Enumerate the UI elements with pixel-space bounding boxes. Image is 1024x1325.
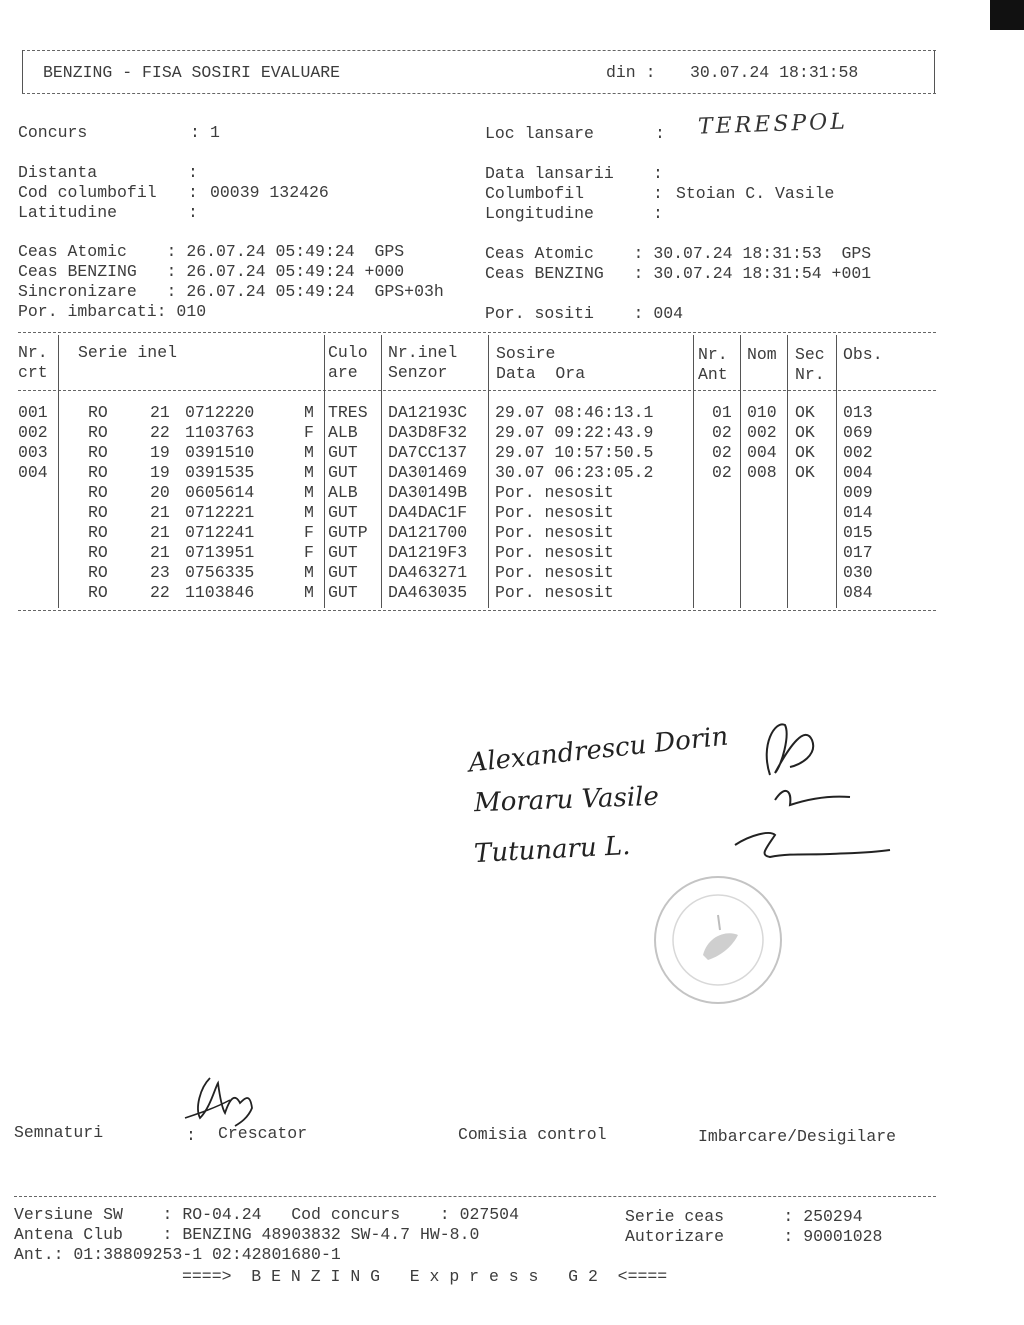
row-ring-number: 1103763 <box>185 423 255 442</box>
row-nr-crt: 003 <box>18 443 48 462</box>
row-sex: F <box>304 523 314 542</box>
semnaturi-label: Semnaturi <box>14 1123 104 1142</box>
data-lansarii-sep: : <box>653 164 663 183</box>
row-sensor: DA12193C <box>388 403 468 422</box>
row-obs: 009 <box>843 483 873 502</box>
row-obs: 002 <box>843 443 873 462</box>
loc-lansare-label: Loc lansare <box>485 124 594 143</box>
row-country: RO <box>88 423 108 442</box>
row-obs: 030 <box>843 563 873 582</box>
row-ring-number: 0756335 <box>185 563 255 582</box>
row-obs: 004 <box>843 463 873 482</box>
row-year: 21 <box>150 503 170 522</box>
th-senzor: Senzor <box>388 363 448 382</box>
signature-scribbles <box>730 705 910 875</box>
distanta-sep: : <box>188 163 198 182</box>
row-ring-number: 1103846 <box>185 583 255 602</box>
th-sec-nr: Nr. <box>795 365 825 384</box>
row-sex: M <box>304 443 314 462</box>
row-sex: M <box>304 503 314 522</box>
col-divider <box>693 335 694 608</box>
row-sec: OK <box>795 463 815 482</box>
row-country: RO <box>88 483 108 502</box>
th-data-ora: Data Ora <box>496 364 586 383</box>
footer-line-1-right: Serie ceas : 250294 <box>625 1207 863 1226</box>
row-sensor: DA30149B <box>388 483 468 502</box>
row-obs: 017 <box>843 543 873 562</box>
cod-columbofil-sep: : <box>188 183 198 202</box>
row-ring-number: 0713951 <box>185 543 255 562</box>
row-sensor: DA4DAC1F <box>388 503 468 522</box>
loc-lansare-sep: : <box>655 124 665 143</box>
document-title: BENZING - FISA SOSIRI EVALUARE <box>43 63 341 82</box>
clock-left-line: Ceas BENZING : 26.07.24 05:49:24 +000 <box>18 262 405 281</box>
row-antenna: 01 <box>712 403 732 422</box>
table-top-border <box>18 332 936 333</box>
row-country: RO <box>88 523 108 542</box>
row-country: RO <box>88 403 108 422</box>
row-sex: M <box>304 563 314 582</box>
col-divider <box>787 335 788 608</box>
concurs-label: Concurs <box>18 123 88 142</box>
row-ring-number: 0712221 <box>185 503 255 522</box>
latitudine-label: Latitudine <box>18 203 118 222</box>
footer-line-2-right: Autorizare : 90001028 <box>625 1227 883 1246</box>
clock-right-line: Ceas Atomic : 30.07.24 18:31:53 GPS <box>485 244 872 263</box>
row-color: GUT <box>328 543 358 562</box>
row-sensor: DA301469 <box>388 463 468 482</box>
row-year: 23 <box>150 563 170 582</box>
th-nr-inel: Nr.inel <box>388 343 458 362</box>
columbofil-sep: : <box>653 184 663 203</box>
col-divider <box>836 335 837 608</box>
row-arrival: Por. nesosit <box>495 503 614 522</box>
longitudine-sep: : <box>653 204 663 223</box>
clock-right-line: Ceas BENZING : 30.07.24 18:31:54 +001 <box>485 264 872 283</box>
row-obs: 014 <box>843 503 873 522</box>
distanta-label: Distanta <box>18 163 98 182</box>
crescator-label: Crescator <box>218 1124 308 1143</box>
row-year: 22 <box>150 423 170 442</box>
row-sex: M <box>304 483 314 502</box>
row-nom: 010 <box>747 403 777 422</box>
row-antenna: 02 <box>712 423 732 442</box>
th-sosire: Sosire <box>496 344 556 363</box>
date-label: din : <box>606 63 656 82</box>
committee-member-name: Tutunaru L. <box>473 830 632 870</box>
row-ring-number: 0605614 <box>185 483 255 502</box>
row-year: 21 <box>150 523 170 542</box>
row-nr-crt: 002 <box>18 423 48 442</box>
th-nr-ant: Nr. <box>698 345 728 364</box>
th-culo: Culo <box>328 343 368 362</box>
columbofil-label: Columbofil <box>485 184 585 203</box>
row-year: 21 <box>150 543 170 562</box>
row-sex: M <box>304 583 314 602</box>
row-obs: 084 <box>843 583 873 602</box>
row-antenna: 02 <box>712 443 732 462</box>
clock-left-line: Ceas Atomic : 26.07.24 05:49:24 GPS <box>18 242 405 261</box>
cod-columbofil-value: 00039 132426 <box>210 183 329 202</box>
col-divider <box>58 335 59 608</box>
clock-left-line: Sincronizare : 26.07.24 05:49:24 GPS+03h <box>18 282 444 301</box>
th-crt: crt <box>18 363 48 382</box>
row-sensor: DA121700 <box>388 523 468 542</box>
row-ring-number: 0391510 <box>185 443 255 462</box>
clock-right-line: Por. sositi : 004 <box>485 304 684 323</box>
row-arrival: Por. nesosit <box>495 563 614 582</box>
row-country: RO <box>88 583 108 602</box>
row-color: GUT <box>328 503 358 522</box>
th-obs: Obs. <box>843 345 883 364</box>
row-sensor: DA3D8F32 <box>388 423 468 442</box>
committee-member-name: Alexandrescu Dorin <box>467 721 730 779</box>
row-country: RO <box>88 543 108 562</box>
row-color: GUT <box>328 563 358 582</box>
row-nr-crt: 004 <box>18 463 48 482</box>
row-arrival: 29.07 10:57:50.5 <box>495 443 654 462</box>
row-arrival: 29.07 08:46:13.1 <box>495 403 654 422</box>
row-sex: M <box>304 403 314 422</box>
row-nom: 004 <box>747 443 777 462</box>
row-sex: F <box>304 543 314 562</box>
imbarcare-desigilare-label: Imbarcare/Desigilare <box>698 1127 897 1146</box>
row-arrival: Por. nesosit <box>495 523 614 542</box>
row-obs: 013 <box>843 403 873 422</box>
row-sensor: DA463271 <box>388 563 468 582</box>
th-serie-inel: Serie inel <box>78 343 178 362</box>
row-ring-number: 0712220 <box>185 403 255 422</box>
row-color: ALB <box>328 483 358 502</box>
th-ant: Ant <box>698 365 728 384</box>
col-divider <box>488 335 489 608</box>
row-color: GUTP <box>328 523 368 542</box>
row-year: 19 <box>150 443 170 462</box>
th-nom: Nom <box>747 345 777 364</box>
th-are: are <box>328 363 358 382</box>
semnaturi-sep: : <box>186 1126 196 1145</box>
footer-line-1: Versiune SW : RO-04.24 Cod concurs : 027504 <box>14 1205 519 1224</box>
row-year: 21 <box>150 403 170 422</box>
header-top-border <box>22 50 936 51</box>
row-ring-number: 0391535 <box>185 463 255 482</box>
row-arrival: Por. nesosit <box>495 483 614 502</box>
row-country: RO <box>88 443 108 462</box>
row-country: RO <box>88 563 108 582</box>
scan-corner-mark <box>990 0 1024 30</box>
row-obs: 069 <box>843 423 873 442</box>
date-value: 30.07.24 18:31:58 <box>690 63 859 82</box>
cod-columbofil-label: Cod columbofil <box>18 183 157 202</box>
row-country: RO <box>88 463 108 482</box>
breeder-signature <box>180 1068 280 1128</box>
row-sec: OK <box>795 403 815 422</box>
committee-member-name: Moraru Vasile <box>473 781 660 819</box>
row-antenna: 02 <box>712 463 732 482</box>
header-bottom-border <box>22 93 936 94</box>
col-divider <box>740 335 741 608</box>
th-nr: Nr. <box>18 343 48 362</box>
row-arrival: 30.07 06:23:05.2 <box>495 463 654 482</box>
footer-top-border <box>14 1196 936 1197</box>
club-stamp <box>648 875 788 1015</box>
latitudine-sep: : <box>188 203 198 222</box>
table-header-separator <box>18 390 936 391</box>
row-color: GUT <box>328 443 358 462</box>
row-color: ALB <box>328 423 358 442</box>
row-sex: M <box>304 463 314 482</box>
col-divider <box>381 335 382 608</box>
row-year: 19 <box>150 463 170 482</box>
row-sensor: DA463035 <box>388 583 468 602</box>
concurs-sep: : <box>190 123 200 142</box>
row-sec: OK <box>795 443 815 462</box>
row-sensor: DA1219F3 <box>388 543 468 562</box>
comisia-control-label: Comisia control <box>458 1125 607 1144</box>
footer-line-2: Antena Club : BENZING 48903832 SW-4.7 HW-8.0 <box>14 1225 480 1244</box>
header-left-border <box>22 50 23 93</box>
row-color: GUT <box>328 463 358 482</box>
row-country: RO <box>88 503 108 522</box>
row-nom: 008 <box>747 463 777 482</box>
benzing-express-brand: ====> B E N Z I N G E x p r e s s G 2 <==== <box>182 1267 668 1286</box>
row-sensor: DA7CC137 <box>388 443 468 462</box>
row-ring-number: 0712241 <box>185 523 255 542</box>
row-sec: OK <box>795 423 815 442</box>
row-nom: 002 <box>747 423 777 442</box>
th-sec: Sec <box>795 345 825 364</box>
columbofil-value: Stoian C. Vasile <box>676 184 835 203</box>
row-arrival: Por. nesosit <box>495 583 614 602</box>
row-color: GUT <box>328 583 358 602</box>
footer-line-3: Ant.: 01:38809253-1 02:42801680-1 <box>14 1245 341 1264</box>
row-color: TRES <box>328 403 368 422</box>
clock-left-line: Por. imbarcati: 010 <box>18 302 207 321</box>
row-year: 22 <box>150 583 170 602</box>
data-lansarii-label: Data lansarii <box>485 164 614 183</box>
table-bottom-border <box>18 610 936 611</box>
row-arrival: 29.07 09:22:43.9 <box>495 423 654 442</box>
longitudine-label: Longitudine <box>485 204 594 223</box>
concurs-value: 1 <box>210 123 220 142</box>
row-nr-crt: 001 <box>18 403 48 422</box>
loc-lansare-handwritten: TERESPOL <box>697 109 849 140</box>
col-divider <box>324 335 325 608</box>
header-right-border <box>934 50 935 93</box>
row-obs: 015 <box>843 523 873 542</box>
row-year: 20 <box>150 483 170 502</box>
row-sex: F <box>304 423 314 442</box>
row-arrival: Por. nesosit <box>495 543 614 562</box>
